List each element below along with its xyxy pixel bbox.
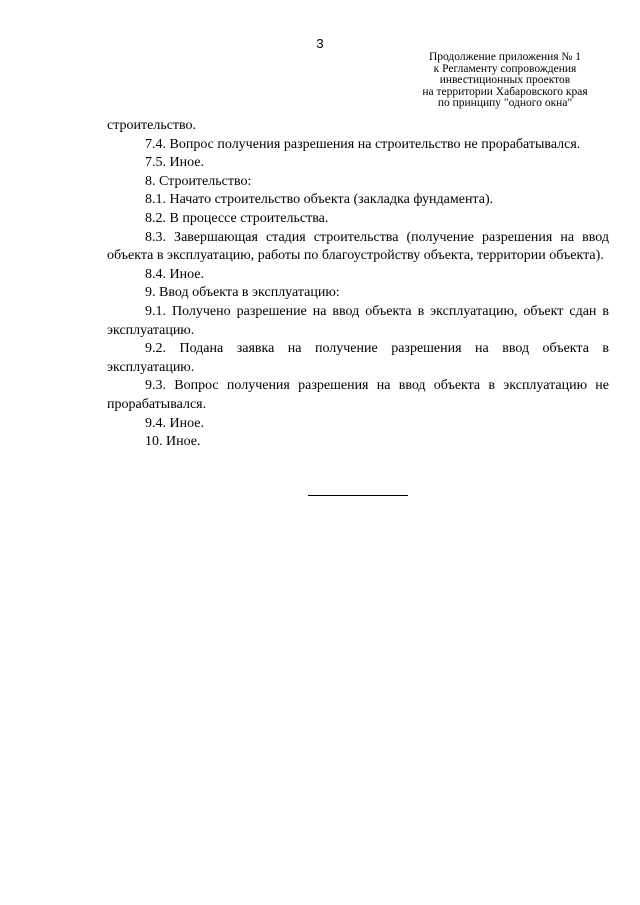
paragraph-9-4: 9.4. Иное. — [145, 415, 204, 431]
header-line: Продолжение приложения № 1 — [428, 51, 582, 63]
paragraph-8: 8. Строительство: — [145, 173, 252, 189]
document-body — [107, 117, 609, 452]
paragraph-8-2: 8.2. В процессе строительства. — [145, 210, 329, 226]
header-line: по принципу "одного окна" — [437, 97, 573, 109]
header-line: к Регламенту сопровождения — [433, 62, 577, 75]
paragraph-9: 9. Ввод объекта в эксплуатацию: — [145, 285, 340, 301]
paragraph-8-1: 8.1. Начато строительство объекта (закладка фундамента). — [145, 192, 494, 208]
paragraph-9-3: 9.3. Вопрос получения разрешения на ввод объекта в эксплуатацию не прорабатывался. — [107, 378, 609, 412]
end-separator-line — [308, 495, 408, 496]
paragraph-7-4: 7.4. Вопрос получения разрешения на строительство не прорабатывался. — [145, 136, 581, 152]
appendix-header — [385, 52, 625, 110]
paragraph-continuation: строительство. — [107, 118, 197, 133]
header-line: на территории Хабаровского края — [422, 85, 588, 98]
page-number: 3 — [316, 36, 324, 51]
header-line: инвестиционных проектов — [439, 74, 571, 86]
paragraph-7-5: 7.5. Иное. — [145, 155, 204, 171]
paragraph-9-1: 9.1. Получено разрешение на ввод объекта в эксплуатацию, объект сдан в эксплуатацию. — [107, 303, 609, 338]
paragraph-8-3: 8.3. Завершающая стадия строительства (получение разрешения на ввод объекта в эксплуатацию, работы по благоустройству объекта, территории объекта). — [107, 229, 609, 264]
paragraph-8-4: 8.4. Иное. — [145, 266, 204, 282]
paragraph-9-2: 9.2. Подана заявка на получение разрешения на ввод объекта в эксплуатацию. — [107, 341, 609, 375]
paragraph-10: 10. Иное. — [145, 434, 201, 450]
